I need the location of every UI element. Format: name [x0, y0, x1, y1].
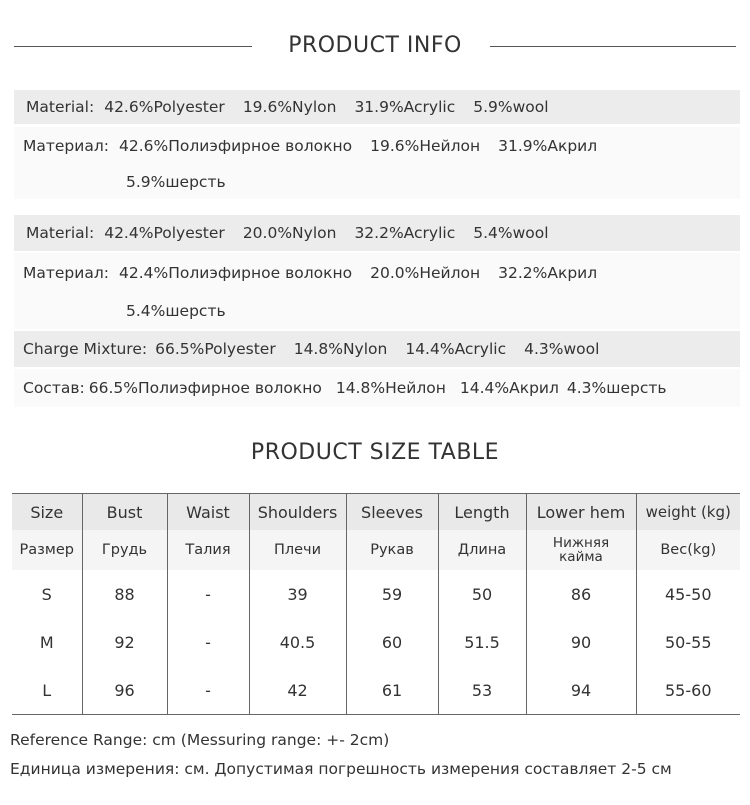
material-value: 42.6%Polyester	[104, 98, 225, 116]
divider-right	[490, 46, 736, 47]
material-value: 20.0%Nylon	[242, 224, 337, 242]
header-cell: Талия	[167, 530, 249, 570]
material-value: 4.3%шерсть	[566, 379, 667, 397]
table-cell: 40.5	[249, 618, 346, 666]
material-value: 31.9%Acrylic	[354, 98, 456, 116]
table-cell: 53	[438, 666, 526, 715]
header-cell: Вес(kg)	[636, 530, 740, 570]
table-cell: -	[167, 618, 249, 666]
product-info-title: PRODUCT INFO	[288, 33, 462, 58]
table-cell: 45-50	[636, 570, 740, 618]
size-table-title: PRODUCT SIZE TABLE	[250, 440, 500, 465]
table-cell: -	[167, 666, 249, 715]
header-cell: Size	[12, 494, 82, 531]
table-cell: 60	[346, 618, 438, 666]
material-value: 14.8%Нейлон	[335, 379, 446, 397]
material-en-row	[14, 215, 740, 251]
header-row-ru	[12, 530, 740, 570]
header-cell: Length	[438, 494, 526, 531]
material-value: 14.4%Акрил	[459, 379, 559, 397]
material-ru-wrap-row	[14, 293, 740, 329]
material-value: 66.5%Полиэфирное волокно	[88, 379, 322, 397]
table-cell: 42	[249, 666, 346, 715]
table-cell: 51.5	[438, 618, 526, 666]
material-value: 66.5%Polyester	[155, 340, 276, 358]
table-row	[12, 618, 740, 666]
material-value: 5.4%wool	[473, 224, 549, 242]
size-cell: M	[12, 618, 82, 666]
material-value: 19.6%Nylon	[242, 98, 337, 116]
header-cell: Waist	[167, 494, 249, 531]
reference-range-note: Reference Range: cm (Messuring range: +- 2cm)	[10, 731, 390, 749]
material-value: 32.2%Acrylic	[354, 224, 456, 242]
charge-ru-row	[14, 369, 740, 407]
table-cell: 50	[438, 570, 526, 618]
material-ru-row	[14, 127, 740, 165]
material-value: 4.3%wool	[524, 340, 600, 358]
material-value: 5.9%wool	[473, 98, 549, 116]
material-label: Материал:	[23, 137, 109, 155]
table-cell: 96	[82, 666, 167, 715]
material-ru-wrap-row	[14, 165, 740, 199]
material-value: 20.0%Нейлон	[370, 264, 481, 282]
material-value: 14.4%Acrylic	[405, 340, 507, 358]
material-value: 19.6%Нейлон	[370, 137, 481, 155]
charge-en-row	[14, 331, 740, 367]
material-label: Material:	[26, 224, 95, 242]
header-cell: Рукав	[346, 530, 438, 570]
table-row	[12, 570, 740, 618]
header-cell: Lower hem	[526, 494, 636, 531]
material-block-1	[14, 90, 740, 199]
table-cell: 59	[346, 570, 438, 618]
material-value: 42.4%Полиэфирное волокно	[118, 264, 353, 282]
size-table	[12, 493, 740, 715]
material-value: 5.4%шерсть	[126, 302, 226, 320]
material-block-2	[14, 215, 740, 407]
table-cell: 55-60	[636, 666, 740, 715]
table-cell: 39	[249, 570, 346, 618]
material-label: Материал:	[23, 264, 109, 282]
header-cell: Shoulders	[249, 494, 346, 531]
table-cell: 92	[82, 618, 167, 666]
material-value: 42.4%Polyester	[104, 224, 225, 242]
header-cell: Нижняя кайма	[526, 530, 636, 570]
header-cell: weight (kg)	[636, 494, 740, 531]
charge-label: Состав:	[23, 379, 85, 397]
material-value: 14.8%Nylon	[293, 340, 388, 358]
table-cell: 94	[526, 666, 636, 715]
material-value: 32.2%Акрил	[498, 264, 598, 282]
material-label: Material:	[26, 98, 95, 116]
header-row-en	[12, 494, 740, 531]
header-cell: Размер	[12, 530, 82, 570]
table-cell: 86	[526, 570, 636, 618]
table-cell: 88	[82, 570, 167, 618]
header-cell: Bust	[82, 494, 167, 531]
size-cell: L	[12, 666, 82, 715]
charge-label: Charge Mixture:	[23, 340, 148, 358]
material-value: 31.9%Акрил	[498, 137, 598, 155]
table-cell: 61	[346, 666, 438, 715]
header-cell: Длина	[438, 530, 526, 570]
table-cell: 50-55	[636, 618, 740, 666]
size-cell: S	[12, 570, 82, 618]
header-cell: Грудь	[82, 530, 167, 570]
reference-range-note-ru: Единица измерения: см. Допустимая погрешность измерения составляет 2-5 см	[10, 760, 672, 778]
table-row	[12, 666, 740, 715]
material-en-row	[14, 90, 740, 124]
table-cell: 90	[526, 618, 636, 666]
header-cell: Плечи	[249, 530, 346, 570]
header-cell: Sleeves	[346, 494, 438, 531]
material-value: 42.6%Полиэфирное волокно	[118, 137, 353, 155]
material-value: 5.9%шерсть	[126, 173, 226, 191]
table-cell: -	[167, 570, 249, 618]
material-ru-row	[14, 253, 740, 293]
